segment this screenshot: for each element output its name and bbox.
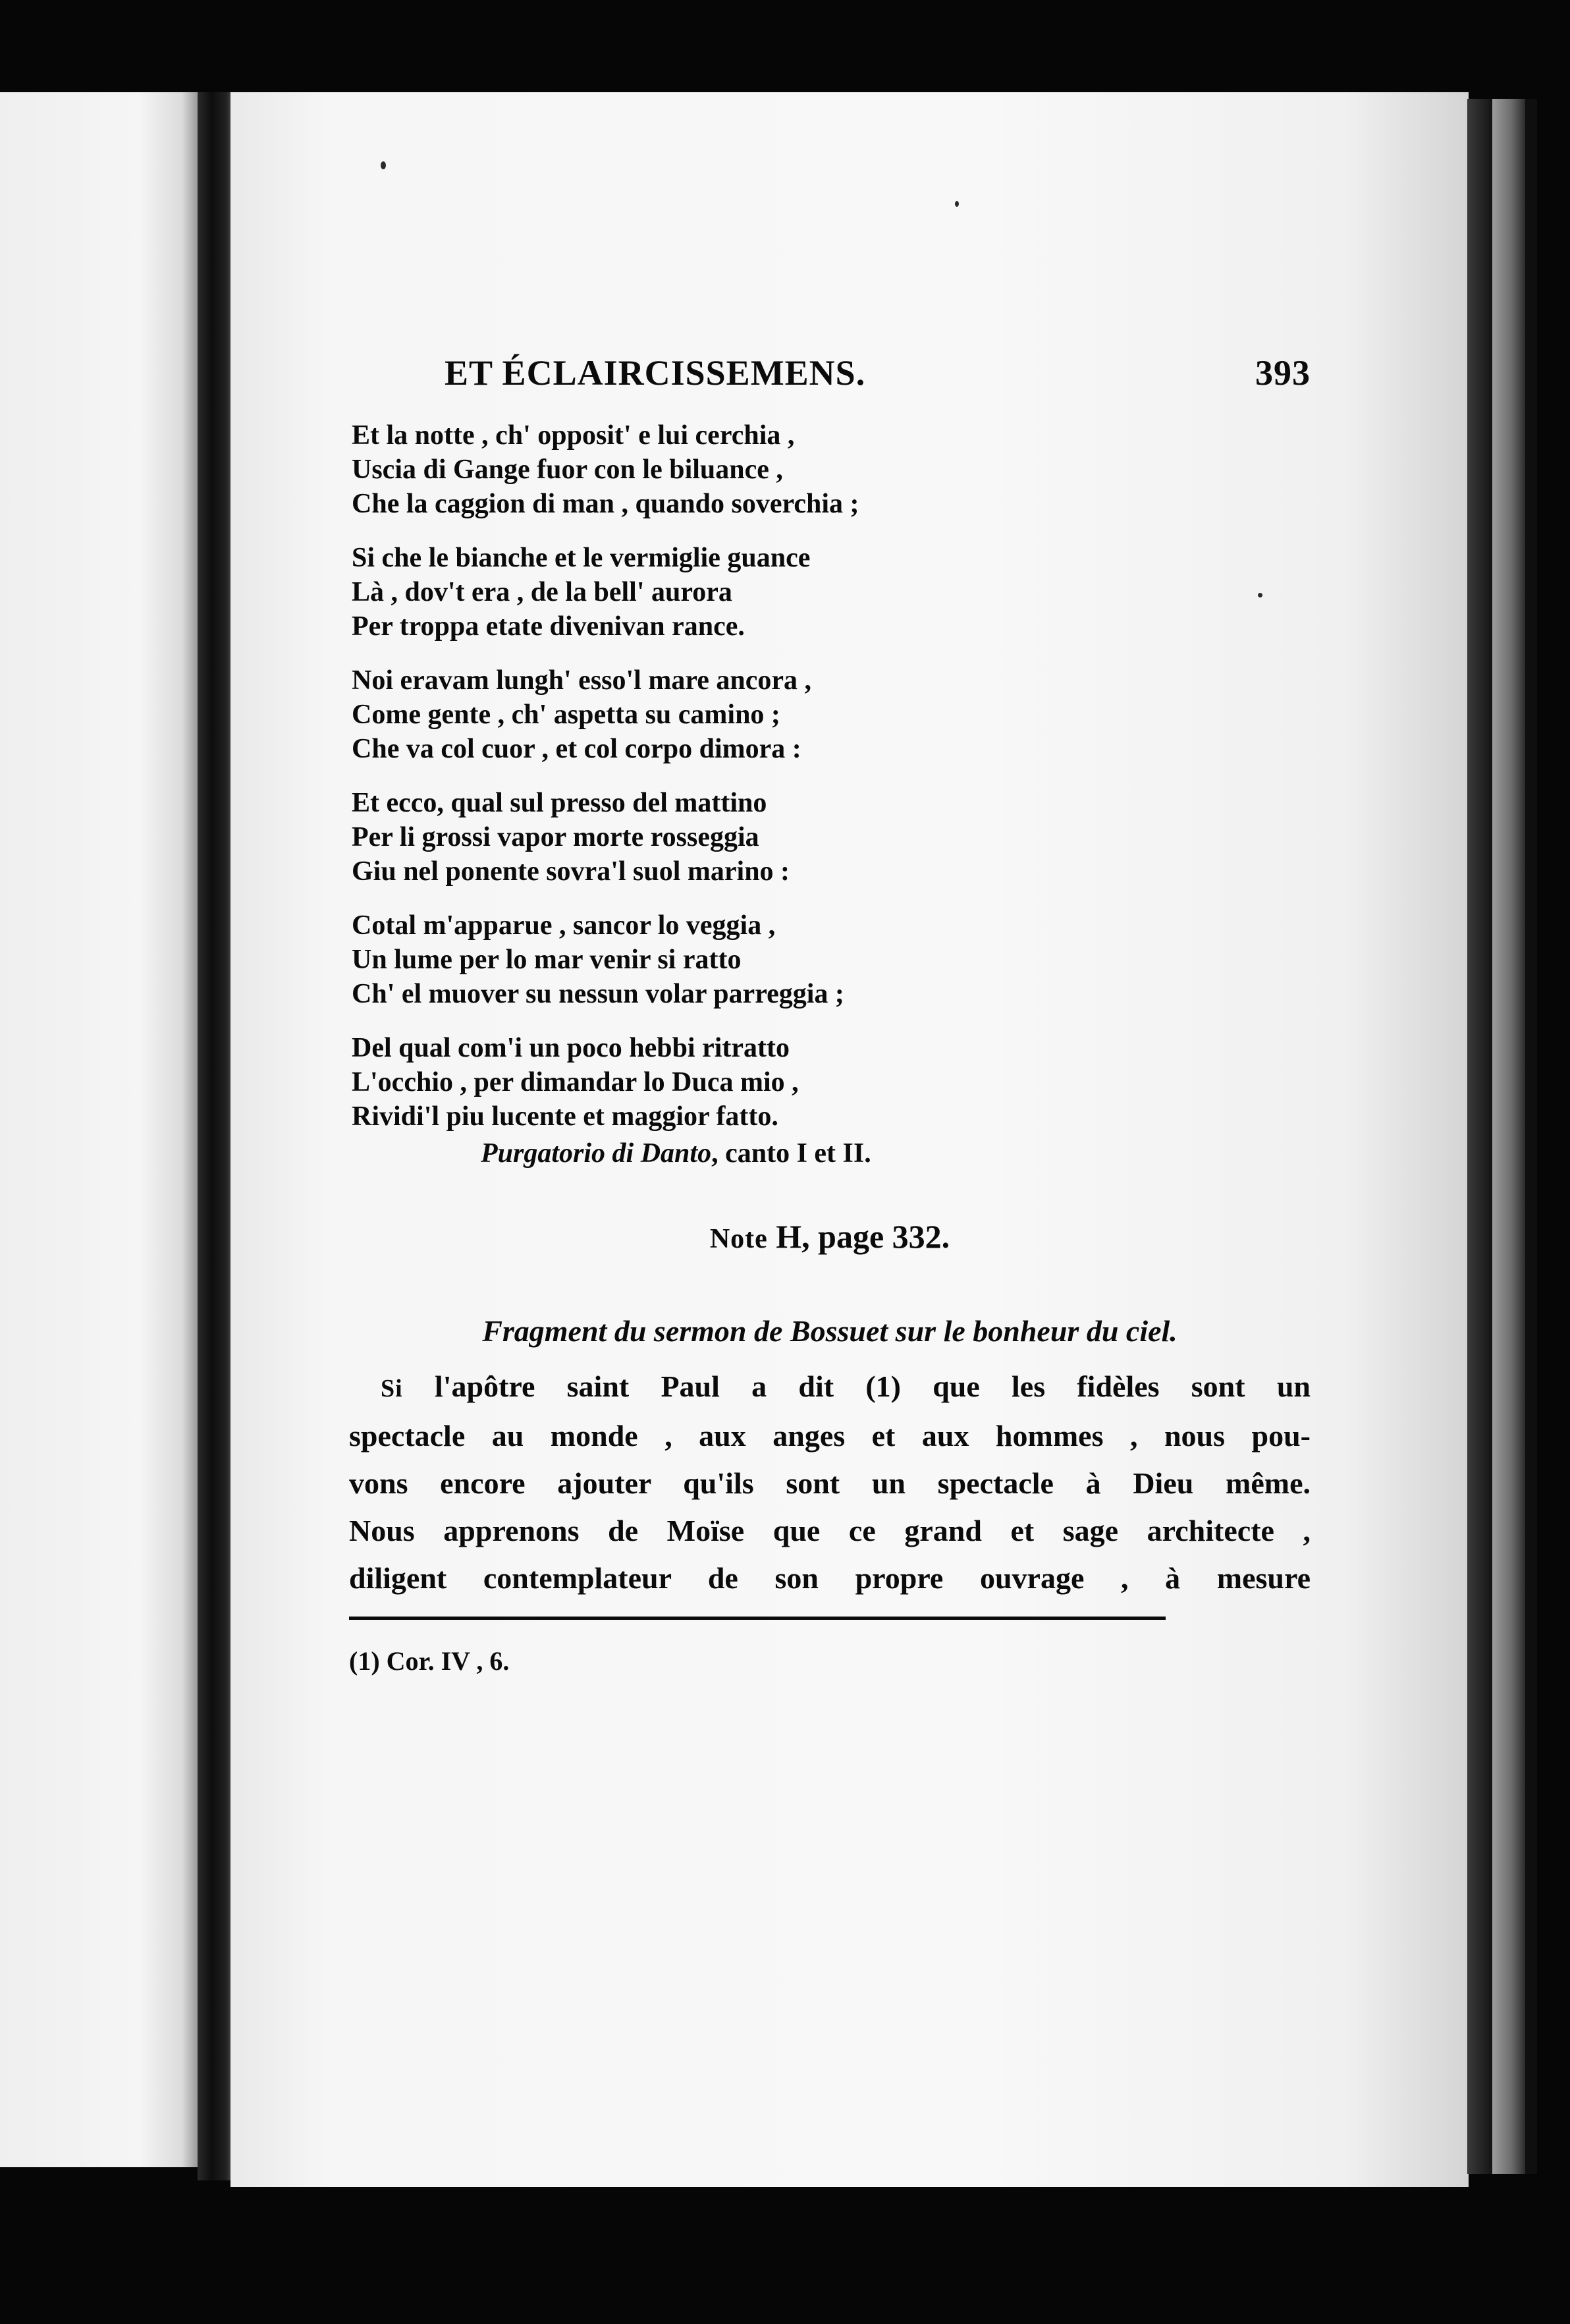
citation-work-title: Purgatorio di Danto xyxy=(481,1138,712,1169)
verse-line: L'occhio , per dimandar lo Duca mio , xyxy=(352,1067,799,1097)
stanza xyxy=(349,786,1311,889)
prose-line: Nous apprenons de Moïse que ce grand et sage architecte , xyxy=(349,1514,1311,1547)
facing-page-fragment xyxy=(0,92,198,2167)
verse-line: Che va col cuor , et col corpo dimora : xyxy=(352,734,801,764)
stanza xyxy=(349,663,1311,766)
stanza xyxy=(349,418,1311,521)
verse-line: Uscia di Gange fuor con le biluance , xyxy=(352,455,783,485)
verse-line: Noi eravam lungh' esso'l mare ancora , xyxy=(352,665,812,696)
running-head-title: ET ÉCLAIRCISSEMENS. xyxy=(445,353,866,393)
verse-line: Del qual com'i un poco hebbi ritratto xyxy=(352,1033,790,1063)
scan-speck xyxy=(1258,593,1262,597)
poem-citation xyxy=(349,1136,1311,1171)
fragment-title: Fragment du sermon de Bossuet sur le bonheur du ciel. xyxy=(482,1314,1178,1348)
scan-speck xyxy=(381,161,386,169)
verse-line: Per troppa etate divenivan rance. xyxy=(352,611,745,642)
stanza xyxy=(349,908,1311,1011)
verse-line: Et la notte , ch' opposit' e lui cerchia , xyxy=(352,420,795,451)
fragment-text xyxy=(349,1363,1311,1602)
page-content xyxy=(349,352,1311,1678)
verse-line: Et ecco, qual sul presso del mattino xyxy=(352,788,767,818)
drop-word: Si xyxy=(381,1375,403,1402)
prose-line: spectacle au monde , aux anges et aux hommes , nous pou- xyxy=(349,1419,1311,1452)
footnote: (1) Cor. IV , 6. xyxy=(349,1646,510,1676)
prose-line: vons encore ajouter qu'ils sont un spectacle à Dieu même. xyxy=(349,1466,1311,1500)
book-page xyxy=(230,92,1469,2187)
verse-line: Ch' el muover su nessun volar parreggia ; xyxy=(352,979,844,1009)
scan-speck xyxy=(955,201,959,207)
prose-line-text: l'apôtre saint Paul a dit (1) que les fidèles sont un xyxy=(402,1370,1311,1403)
verse-line: Si che le bianche et le vermiglie guance xyxy=(352,543,811,573)
verse-line: Per li grossi vapor morte rosseggia xyxy=(352,822,759,852)
prose-line: diligent contemplateur de son propre ouvrage , à mesure xyxy=(349,1561,1311,1595)
note-label: Note xyxy=(709,1224,768,1254)
footnote-rule xyxy=(349,1617,1166,1620)
verse-line: Giu nel ponente sovra'l suol marino : xyxy=(352,856,790,887)
note-heading xyxy=(349,1217,1311,1259)
prose-line xyxy=(349,1363,1311,1412)
verse-line: Rividi'l piu lucente et maggior fatto. xyxy=(352,1101,778,1132)
page-edge xyxy=(1467,99,1492,2174)
verse-line: Un lume per lo mar venir si ratto xyxy=(352,945,742,975)
poem xyxy=(349,418,1311,1171)
verse-line: Là , dov't era , de la bell' aurora xyxy=(352,577,732,607)
stanza xyxy=(349,541,1311,644)
stanza xyxy=(349,1031,1311,1134)
page-number: 393 xyxy=(1255,353,1311,393)
verse-line: Cotal m'apparue , sancor lo veggia , xyxy=(352,910,776,941)
verse-line: Come gente , ch' aspetta su camino ; xyxy=(352,700,780,730)
citation-reference: , canto I et II. xyxy=(711,1138,871,1169)
note-reference: H, page 332. xyxy=(767,1218,950,1255)
verse-line: Che la caggion di man , quando soverchia ; xyxy=(352,489,859,519)
running-head xyxy=(349,352,1311,418)
page-edge xyxy=(1525,99,1537,2174)
page-edge xyxy=(1492,99,1525,2174)
